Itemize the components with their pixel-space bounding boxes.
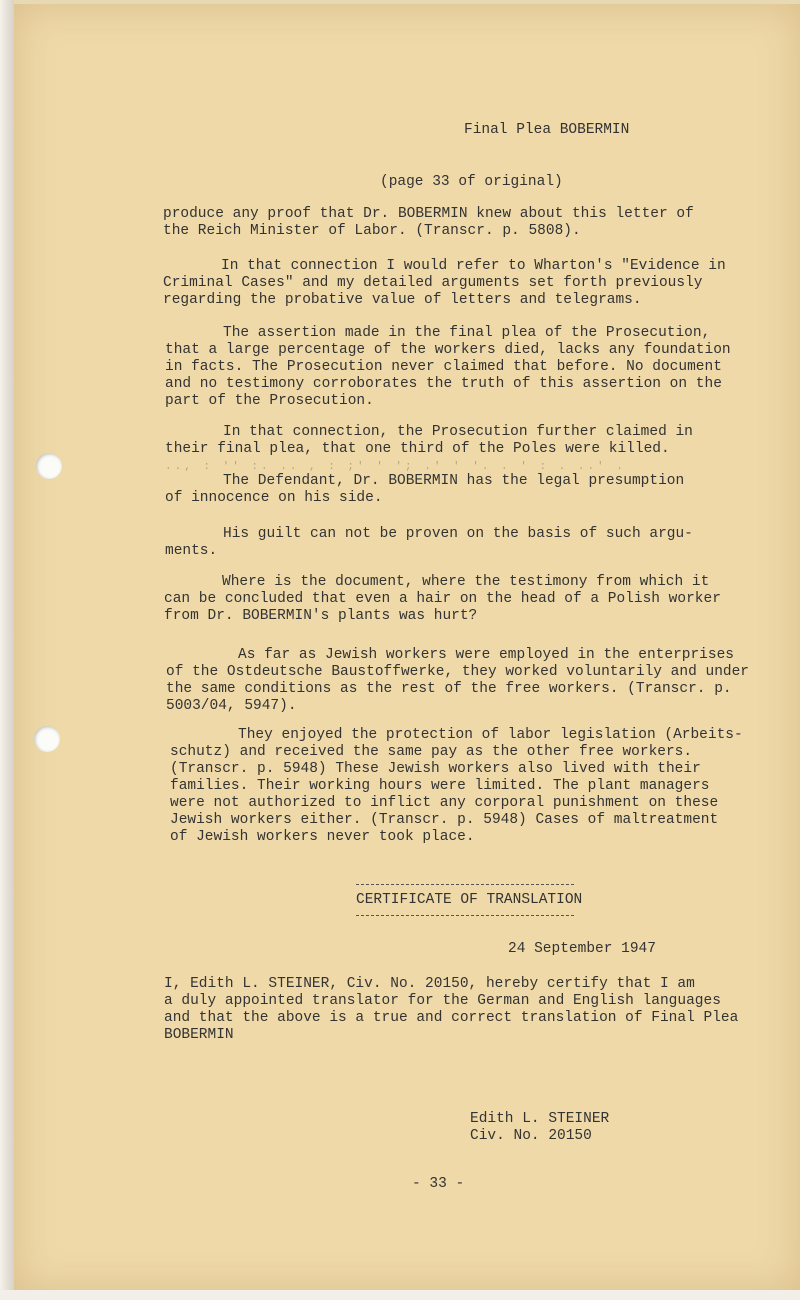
paper-bottom-edge	[0, 1290, 800, 1300]
paragraph-8	[166, 647, 749, 715]
text-line: In that connection, the Prosecution further claimed in	[223, 424, 693, 440]
paragraph-6	[165, 526, 693, 560]
certificate-rule-bottom	[356, 915, 574, 916]
paragraph-3	[165, 325, 731, 410]
text-line: of the Ostdeutsche Baustoffwerke, they worked voluntarily and under	[166, 664, 749, 680]
text-line: ments.	[165, 543, 218, 559]
paragraph-1	[163, 206, 694, 240]
struck-through-line: .., : '' :. .. , : ;' ' '; .' ' '. . ' : . ..' .	[165, 461, 626, 473]
page-number: - 33 -	[412, 1176, 465, 1192]
text-line: and that the above is a true and correct translation of Final Plea	[164, 1010, 739, 1026]
text-line: that a large percentage of the workers died, lacks any foundation	[165, 342, 731, 358]
text-line: Jewish workers either. (Transcr. p. 5948) Cases of maltreatment	[170, 812, 719, 828]
text-line: from Dr. BOBERMIN's plants was hurt?	[164, 608, 478, 624]
text-line: in facts. The Prosecution never claimed that before. No document	[165, 359, 722, 375]
signature-name: Edith L. STEINER	[470, 1111, 610, 1127]
text-line: As far as Jewish workers were employed in the enterprises	[238, 647, 734, 663]
text-line: 5003/04, 5947).	[166, 698, 297, 714]
text-line: the Reich Minister of Labor. (Transcr. p. 5808).	[163, 223, 581, 239]
text-line: His guilt can not be proven on the basis of such argu-	[223, 526, 693, 542]
certificate-date: 24 September 1947	[508, 941, 656, 957]
text-line: the same conditions as the rest of the free workers. (Transcr. p.	[166, 681, 732, 697]
paragraph-9	[170, 727, 743, 846]
text-line: their final plea, that one third of the Poles were killed.	[165, 441, 670, 457]
page-of-original: (page 33 of original)	[380, 174, 563, 190]
text-line: were not authorized to inflict any corporal punishment on these	[170, 795, 719, 811]
text-line: regarding the probative value of letters and telegrams.	[163, 292, 642, 308]
certificate-title: CERTIFICATE OF TRANSLATION	[356, 892, 583, 908]
paragraph-2	[163, 258, 726, 309]
punch-hole-top	[36, 453, 62, 479]
text-line: The assertion made in the final plea of the Prosecution,	[223, 325, 711, 341]
signature-block	[470, 1111, 609, 1145]
text-line: schutz) and received the same pay as the other free workers.	[170, 744, 693, 760]
text-line: Criminal Cases" and my detailed arguments set forth previously	[163, 275, 703, 291]
text-line: and no testimony corroborates the truth of this assertion on the	[165, 376, 722, 392]
punch-hole-bottom	[34, 726, 60, 752]
paper-left-edge	[0, 0, 14, 1300]
text-line: I, Edith L. STEINER, Civ. No. 20150, hereby certify that I am	[164, 976, 695, 992]
text-line: The Defendant, Dr. BOBERMIN has the legal presumption	[223, 473, 685, 489]
document-header: Final Plea BOBERMIN	[464, 122, 630, 138]
text-line: produce any proof that Dr. BOBERMIN knew about this letter of	[163, 206, 694, 222]
text-line: of Jewish workers never took place.	[170, 829, 475, 845]
signature-civ-no: Civ. No. 20150	[470, 1128, 592, 1144]
certificate-rule-top	[356, 884, 574, 885]
text-line: Where is the document, where the testimony from which it	[222, 574, 710, 590]
paragraph-4	[165, 424, 693, 458]
text-line: BOBERMIN	[164, 1027, 234, 1043]
text-line: a duly appointed translator for the German and English languages	[164, 993, 721, 1009]
text-line: can be concluded that even a hair on the head of a Polish worker	[164, 591, 721, 607]
paragraph-5	[165, 473, 684, 507]
text-line: In that connection I would refer to Wharton's "Evidence in	[221, 258, 726, 274]
text-line: (Transcr. p. 5948) These Jewish workers also lived with their	[170, 761, 701, 777]
certificate-text	[164, 976, 738, 1044]
text-line: They enjoyed the protection of labor legislation (Arbeits-	[238, 727, 743, 743]
text-line: families. Their working hours were limited. The plant managers	[170, 778, 710, 794]
text-line: part of the Prosecution.	[165, 393, 374, 409]
paragraph-7	[164, 574, 721, 625]
text-line: of innocence on his side.	[165, 490, 383, 506]
